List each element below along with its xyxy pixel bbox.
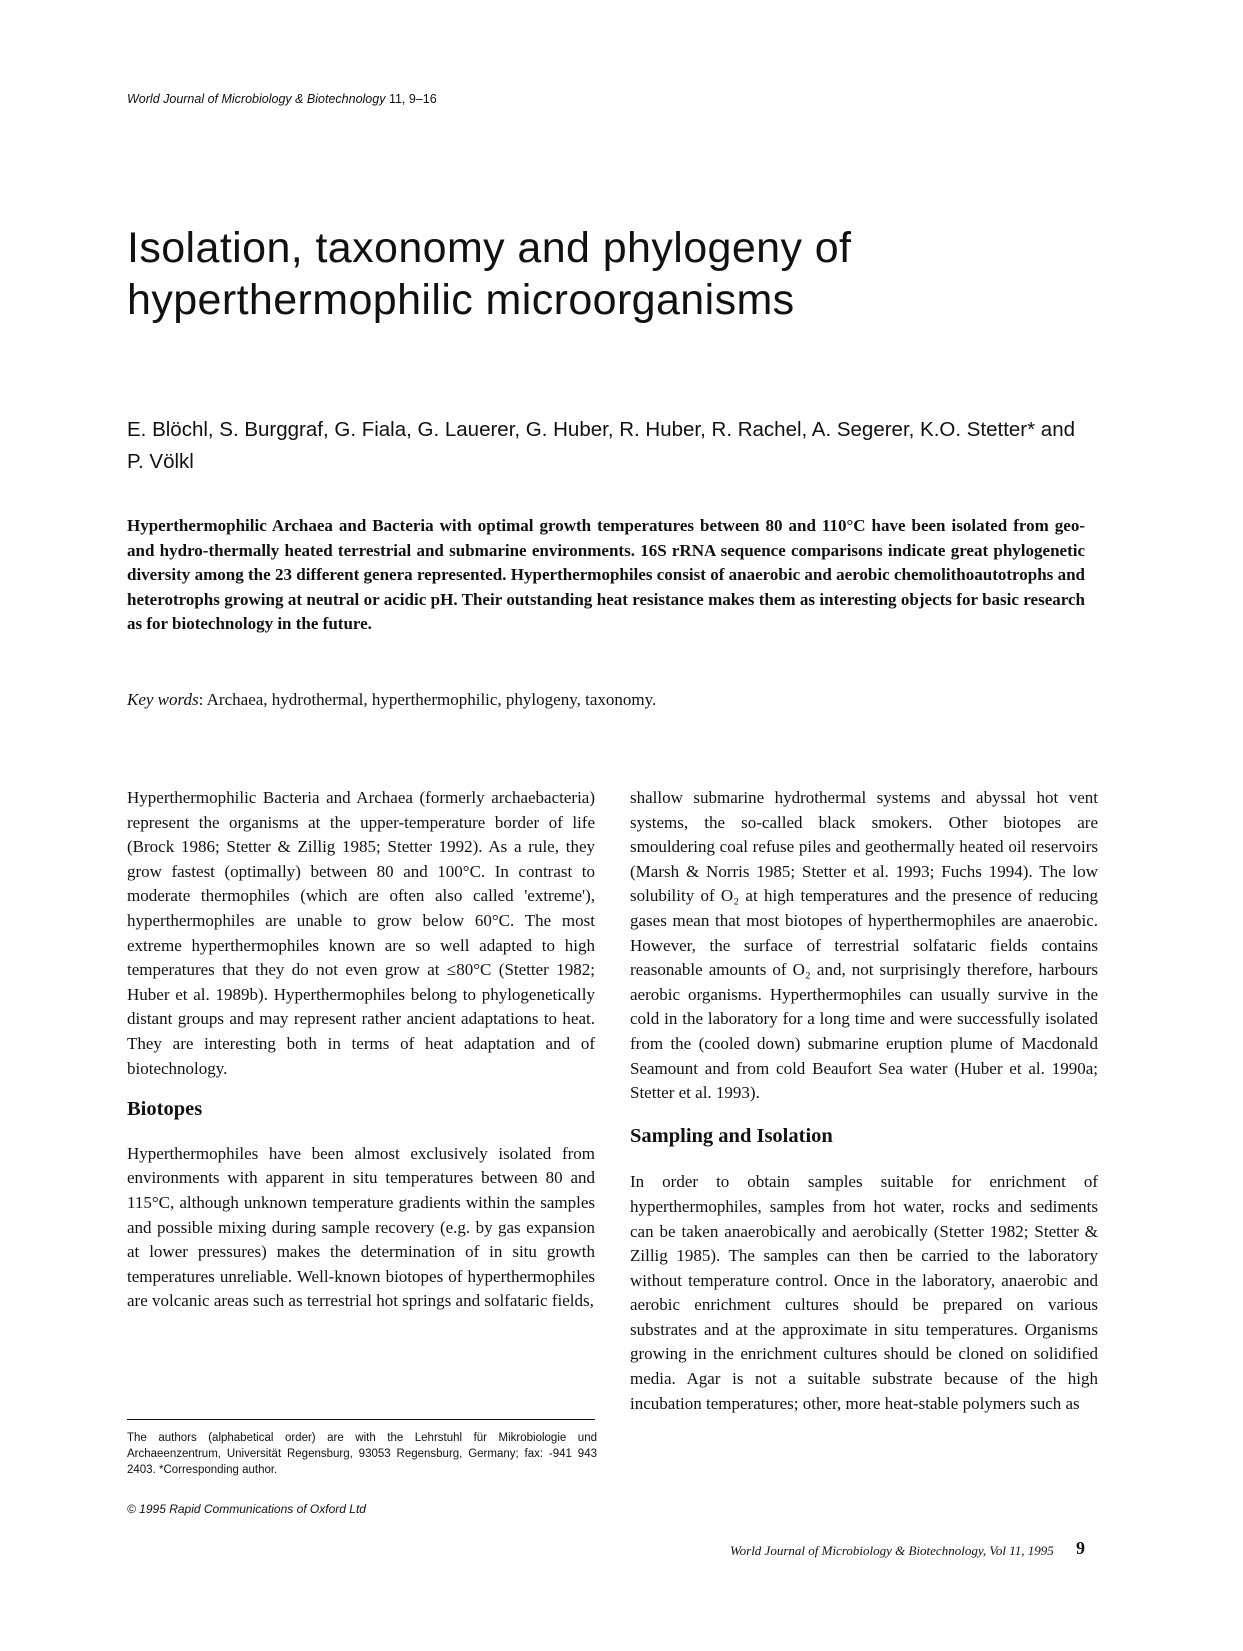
keywords-text: : Archaea, hydrothermal, hyperthermophilic, phylogeny, taxonomy.	[198, 690, 657, 709]
section-heading-sampling-isolation: Sampling and Isolation	[630, 1124, 833, 1147]
left-column	[127, 786, 595, 1314]
running-head	[127, 92, 437, 106]
page-number: 9	[1076, 1538, 1085, 1558]
footer-journal: World Journal of Microbiology & Biotechnology, Vol 11, 1995	[730, 1543, 1054, 1558]
keywords	[127, 688, 1085, 712]
author-affiliation-footnote: The authors (alphabetical order) are with the Lehrstuhl für Mikrobiologie und Archaeenzentrum, Universität Regensburg, 93053 Regensburg, Germany; fax: -941 943 2403. *Corresponding author.	[127, 1432, 597, 1476]
continued-paragraph: shallow submarine hydrothermal systems and abyssal hot vent systems, the so-called black smokers. Other biotopes are smouldering coal refuse piles and geothermally heated oil reservoirs (Marsh & Norris 1985; Stetter et al. 1993; Fuchs 1994). The low solubility of O₂ at high temperatures and the presence of reducing gases mean that most biotopes of hyperthermophiles are anaerobic. However, the surface of terrestrial solfataric fields contains reasonable amounts of O₂ and, not surprisingly therefore, harbours aerobic organisms. Hyperthermophiles can usually survive in the cold in the laboratory for a long time and were successfully isolated from the (cooled down) submarine eruption plume of Macdonald Seamount and from cold Beaufort Sea water (Huber et al. 1990a; Stetter et al. 1993).	[630, 788, 1098, 1103]
keywords-label: Key words	[127, 690, 199, 709]
section-heading-biotopes: Biotopes	[127, 1098, 203, 1121]
running-head-journal: World Journal of Microbiology & Biotechnology	[127, 92, 386, 106]
footnote-divider	[127, 1419, 595, 1420]
author-list: E. Blöchl, S. Burggraf, G. Fiala, G. Lauerer, G. Huber, R. Huber, R. Rachel, A. Segerer, K.O. Stetter* and P. Völkl	[127, 418, 1076, 473]
running-head-volume-pages: 11, 9–16	[388, 92, 437, 106]
sampling-paragraph: In order to obtain samples suitable for enrichment of hyperthermophiles, samples from hot water, rocks and sediments can be taken anaerobically and aerobically (Stetter 1982; Stetter & Zillig 1985). The samples can then be carried to the laboratory without temperature control. Once in the laboratory, anaerobic and aerobic enrichment cultures should be prepared on various substrates and at the approximate in situ temperatures. Organisms growing in the enrichment cultures should be cloned on solidified media. Agar is not a suitable substrate because of the high incubation temperatures; other, more heat-stable polymers such as	[630, 1172, 1098, 1413]
intro-paragraph: Hyperthermophilic Bacteria and Archaea (formerly archaebacteria) represent the organisms at the upper-temperature border of life (Brock 1986; Stetter & Zillig 1985; Stetter 1992). As a rule, they grow fastest (optimally) between 80 and 100°C. In contrast to moderate thermophiles (which are often also called 'extreme'), hyperthermophiles are unable to grow below 60°C. The most extreme hyperthermophiles known are so well adapted to high temperatures that they do not even grow at ≤80°C (Stetter 1982; Huber et al. 1989b). Hyperthermophiles belong to phylogenetically distant groups and may represent rather ancient adaptations to heat. They are interesting both in terms of heat adaptation and of biotechnology.	[127, 788, 595, 1078]
right-column	[630, 786, 1098, 1416]
biotopes-paragraph: Hyperthermophiles have been almost exclusively isolated from environments with apparent in situ temperatures between 80 and 115°C, although unknown temperature gradients within the samples and possible mixing during sample recovery (e.g. by gas expansion at lower pressures) makes the determination of in situ growth temperatures unreliable. Well-known biotopes of hyperthermophiles are volcanic areas such as terrestrial hot springs and solfataric fields,	[127, 1143, 595, 1311]
page-title: Isolation, taxonomy and phylogeny of hyperthermophilic microorganisms	[127, 224, 852, 324]
copyright-notice: © 1995 Rapid Communications of Oxford Ltd	[127, 1502, 366, 1516]
abstract: Hyperthermophilic Archaea and Bacteria with optimal growth temperatures between 80 and 110°C have been isolated from geo- and hydro-thermally heated terrestrial and submarine environments. 16S rRNA sequence comparisons indicate great phylogenetic diversity among the 23 different genera represented. Hyperthermophiles consist of anaerobic and aerobic chemolithoautotrophs and heterotrophs growing at neutral or acidic pH. Their outstanding heat resistance makes them as interesting objects for basic research as for biotechnology in the future.	[127, 516, 1085, 633]
